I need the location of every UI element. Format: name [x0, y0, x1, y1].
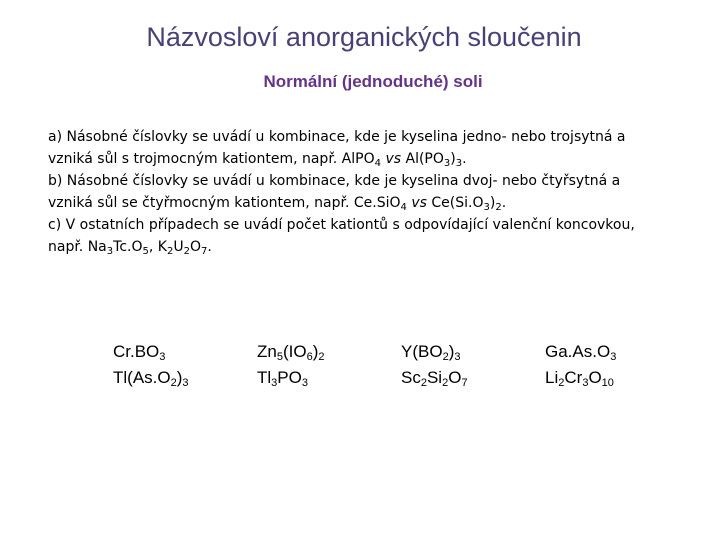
rule-b-line-1: b) Násobné číslovky se uvádí u kombinace, kde je kyselina dvoj- nebo čtyřsytná a: [48, 173, 621, 189]
formula: $Cr.BO_3$: [113, 342, 166, 363]
rule-a-line-2: vzniká sůl s trojmocným kationtem, např. AlPO$_4$ vs $Al(PO_3)_3$.: [48, 151, 467, 169]
formula: $Ga.As.O_3$: [545, 342, 617, 363]
formula-column-2: [257, 339, 325, 391]
formula-column-4: [545, 339, 616, 391]
slide-title: Názvosloví anorganických sloučenin: [146, 22, 582, 52]
formula-column-1: [113, 339, 189, 391]
formula: $Tl(As.O_2)_3$: [113, 368, 189, 389]
slide-subtitle: Normální (jednoduché) soli: [263, 72, 483, 91]
formula: $Li_2Cr_3O_{10}$: [545, 368, 614, 389]
formula-column-3: [401, 339, 468, 391]
rule-c-line-2: např. $Na_3Tc.O_5$, $K_2U_2O_7$.: [48, 239, 212, 257]
rule-b-line-2: vzniká sůl se čtyřmocným kationtem, např. Ce.SiO$_4$ vs $Ce(Si.O_3)_2$.: [48, 195, 507, 213]
rule-a-line-1: a) Násobné číslovky se uvádí u kombinace, kde je kyselina jedno- nebo trojsytná a: [48, 129, 626, 145]
formula: $Zn_5(IO_6)_2$: [257, 342, 325, 363]
rule-c-line-1: c) V ostatních případech se uvádí počet kationtů s odpovídající valenční koncovkou,: [48, 217, 635, 233]
formula: $Sc_2Si_2O_7$: [401, 368, 468, 389]
formula: $Y(BO_2)_3$: [401, 342, 461, 363]
formula: $Tl_3PO_3$: [257, 368, 308, 389]
